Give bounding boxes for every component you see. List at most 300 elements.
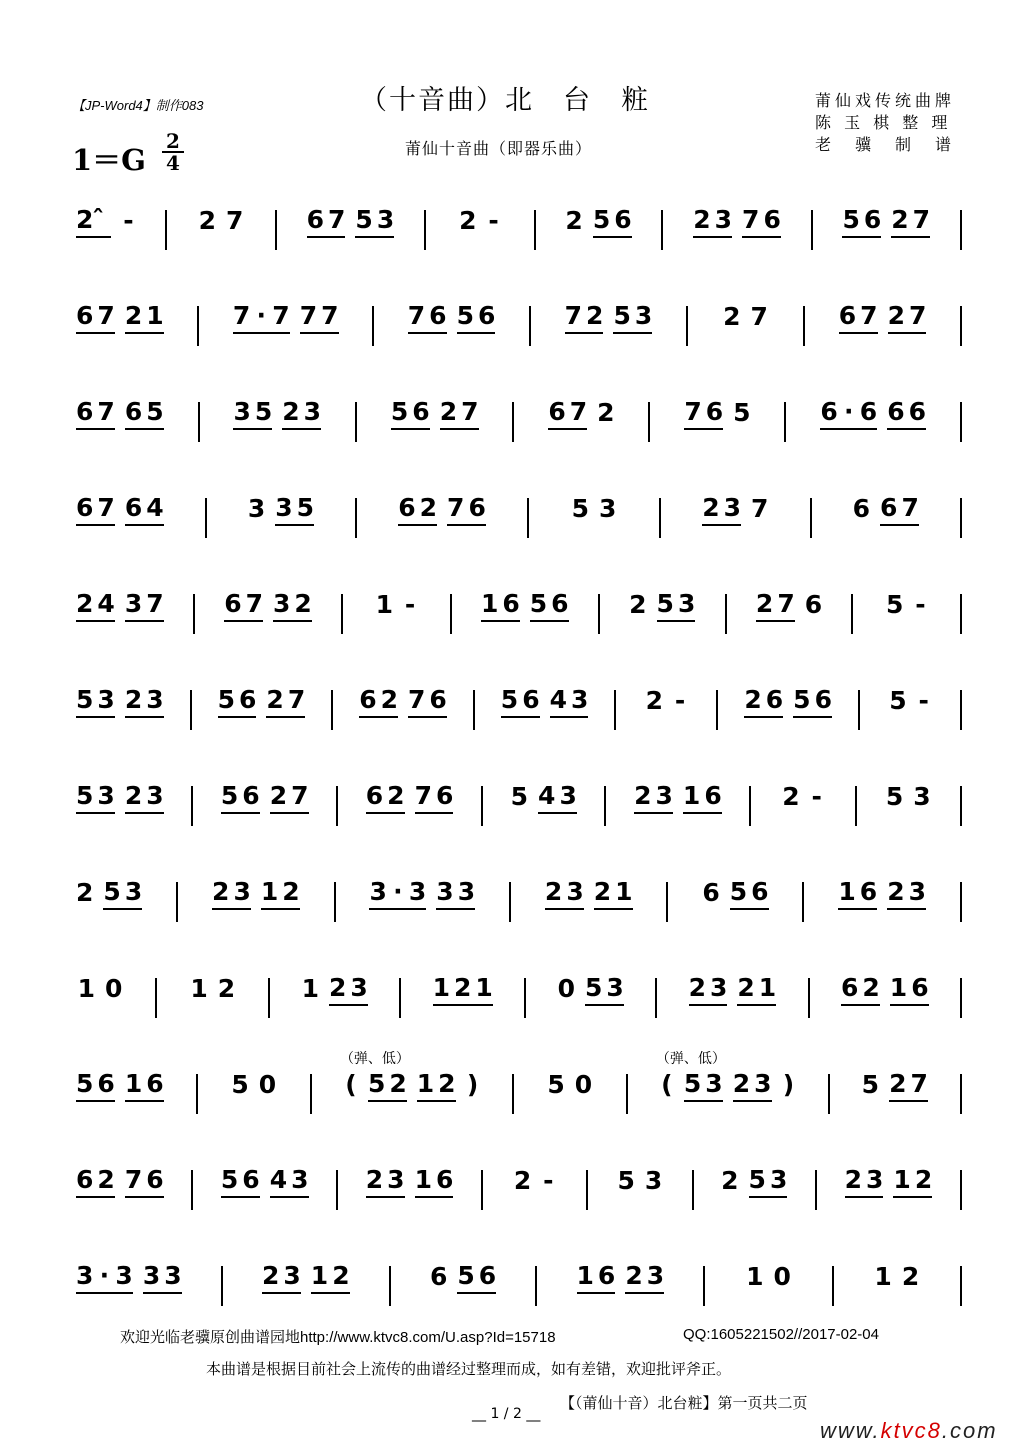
note: 7 xyxy=(742,205,760,234)
note: 6 xyxy=(859,877,878,906)
note: 5 xyxy=(146,397,164,426)
barline xyxy=(268,978,270,1018)
credit-line: 陈 玉 棋 整 理 xyxy=(815,113,952,132)
barline xyxy=(450,594,452,634)
barline xyxy=(205,498,207,538)
note: 6 xyxy=(146,1069,164,1098)
note: 6 xyxy=(814,685,832,714)
note: 1 xyxy=(615,877,633,906)
note: 5 xyxy=(220,1165,239,1194)
measure xyxy=(72,1070,168,1102)
note: 6 xyxy=(702,878,720,907)
note: 1 xyxy=(576,1261,594,1290)
note: 2 xyxy=(693,205,711,234)
note: 6 xyxy=(911,973,929,1002)
note: 3 xyxy=(350,973,368,1002)
note: - xyxy=(918,686,929,715)
note: 1 xyxy=(475,973,493,1002)
measure xyxy=(718,302,774,332)
measure xyxy=(368,590,424,620)
note: 7 xyxy=(146,589,164,618)
note: 6 xyxy=(751,877,769,906)
note: 3 xyxy=(97,781,115,810)
note: 3 xyxy=(457,877,476,906)
note: 5 xyxy=(729,877,748,906)
measure xyxy=(229,398,325,430)
measure xyxy=(72,782,168,814)
note: 2 xyxy=(97,1165,115,1194)
note: 2 xyxy=(844,1165,862,1194)
beamed-group xyxy=(683,782,722,814)
note: 2 xyxy=(737,973,755,1002)
note: 7 xyxy=(569,397,588,426)
barline xyxy=(648,402,650,442)
measure xyxy=(217,782,313,814)
note: 7 xyxy=(751,494,769,523)
beamed-group xyxy=(224,590,263,622)
note: 4 xyxy=(538,781,556,810)
note: 2 xyxy=(294,589,312,618)
note: 6 xyxy=(820,397,838,426)
beamed-group xyxy=(76,1262,133,1294)
measure xyxy=(625,590,699,622)
beamed-group xyxy=(545,878,584,910)
note: 5 xyxy=(254,397,273,426)
note: 7 xyxy=(564,301,583,330)
system-measures xyxy=(72,1262,962,1306)
note: 3 xyxy=(275,493,293,522)
beamed-group xyxy=(233,398,272,430)
beamed-group xyxy=(890,974,929,1006)
beamed-group xyxy=(221,1166,260,1198)
note: 2 xyxy=(721,1166,739,1195)
note: 1 xyxy=(146,301,164,330)
paren: ) xyxy=(782,1070,795,1099)
beamed-group xyxy=(841,974,880,1006)
barline xyxy=(851,594,853,634)
measure xyxy=(477,590,573,622)
note: 2 xyxy=(282,877,300,906)
measure xyxy=(208,878,304,910)
barline xyxy=(355,498,357,538)
measure xyxy=(507,1166,563,1196)
barline xyxy=(527,498,529,538)
beamed-group xyxy=(889,1070,928,1102)
note: 3 xyxy=(566,877,584,906)
note: 5 xyxy=(592,205,611,234)
note: 2 xyxy=(76,205,94,234)
note: - xyxy=(674,686,686,715)
note: 5 xyxy=(500,685,519,714)
note: 5 xyxy=(571,494,590,523)
barline xyxy=(331,690,333,730)
barline xyxy=(191,786,193,826)
beamed-group xyxy=(613,302,652,334)
measure xyxy=(717,1166,791,1198)
measure xyxy=(544,398,618,430)
note: 7 xyxy=(408,685,426,714)
note: 6 xyxy=(478,1261,497,1290)
beamed-group xyxy=(742,206,781,238)
measure xyxy=(561,302,657,334)
measure xyxy=(573,1262,669,1294)
note: 6 xyxy=(412,397,430,426)
note: 2 xyxy=(723,302,741,331)
system-measures xyxy=(72,302,962,346)
measure xyxy=(72,974,128,1004)
note: 6 xyxy=(852,494,871,523)
welcome-text: 欢迎光临老骥原创曲谱园地http://www.ktvc8.com/U.asp?Id=15718 xyxy=(120,1329,556,1346)
beamed-group xyxy=(76,1070,115,1102)
measure xyxy=(655,1051,800,1102)
note: 7 xyxy=(232,301,251,330)
beamed-group xyxy=(565,302,604,334)
beamed-group xyxy=(415,782,454,814)
beamed-group xyxy=(125,1166,164,1198)
barline xyxy=(524,978,526,1018)
note: 2 xyxy=(593,877,612,906)
note: 2 xyxy=(328,973,347,1002)
measure xyxy=(426,1262,500,1294)
beamed-group xyxy=(634,782,673,814)
note: 0 xyxy=(574,1070,593,1099)
system-measures xyxy=(72,686,962,730)
note: 3 xyxy=(769,1165,788,1194)
barline xyxy=(716,690,718,730)
beamed-group xyxy=(730,878,769,910)
measure xyxy=(365,878,479,910)
beamed-group xyxy=(261,878,300,910)
beamed-group xyxy=(887,398,926,430)
note: 5 xyxy=(656,589,674,618)
paren: ( xyxy=(345,1070,357,1099)
measure xyxy=(220,590,316,622)
note: 6 xyxy=(306,205,324,234)
key-signature: 1＝G xyxy=(72,143,146,177)
note: 5 xyxy=(584,973,603,1002)
beamed-group xyxy=(221,782,260,814)
measure xyxy=(638,686,694,716)
measure xyxy=(841,1166,937,1198)
note: 3 xyxy=(723,493,742,522)
note: 2 xyxy=(688,973,706,1002)
measure xyxy=(880,782,936,812)
note: 2 xyxy=(513,1166,532,1195)
measure xyxy=(849,494,923,526)
note: 3 xyxy=(677,589,696,618)
beamed-group xyxy=(689,974,728,1006)
note: 6 xyxy=(522,685,540,714)
system-row xyxy=(72,390,962,486)
note: 3 xyxy=(571,685,589,714)
beamed-group xyxy=(355,206,394,238)
note: 3 xyxy=(283,1261,301,1290)
beamed-group xyxy=(369,878,426,910)
measure xyxy=(698,494,772,526)
beamed-group xyxy=(625,1262,664,1294)
note xyxy=(97,206,111,234)
barline xyxy=(473,690,475,730)
note: 1 xyxy=(682,781,701,810)
measure xyxy=(561,206,635,238)
note: 6 xyxy=(359,685,377,714)
note: 5 xyxy=(885,590,904,619)
measure xyxy=(72,398,168,430)
measure xyxy=(689,206,785,238)
note: 7 xyxy=(291,781,309,810)
measure xyxy=(185,974,241,1004)
note: 2 xyxy=(744,685,762,714)
beamed-group xyxy=(888,302,927,334)
barline xyxy=(193,594,195,634)
measure xyxy=(835,302,931,334)
note: 5 xyxy=(861,1070,880,1099)
measure xyxy=(834,878,930,910)
note: 6 xyxy=(365,781,384,810)
page-subtitle: 莆仙十音曲（即器乐曲） xyxy=(405,139,593,158)
note: 6 xyxy=(76,1165,94,1194)
system-row xyxy=(72,486,962,582)
barline xyxy=(666,882,668,922)
beamed-group xyxy=(733,1070,772,1102)
barline xyxy=(626,1074,628,1114)
beamed-group xyxy=(76,302,115,334)
note: 3 xyxy=(646,1261,665,1290)
note: 6 xyxy=(124,493,143,522)
note: 5 xyxy=(889,686,907,715)
note: 7 xyxy=(124,1165,143,1194)
beamed-group xyxy=(76,686,115,718)
system-row xyxy=(72,294,962,390)
beamed-group xyxy=(845,1166,884,1198)
note: 1 xyxy=(889,973,908,1002)
note: 2 xyxy=(380,685,398,714)
time-top: 2 xyxy=(166,129,180,153)
note: 2 xyxy=(914,1165,933,1194)
note: 6 xyxy=(76,397,94,426)
note: 5 xyxy=(529,589,548,618)
note: 5 xyxy=(217,685,235,714)
barline xyxy=(509,882,511,922)
measure xyxy=(497,686,593,718)
beamed-group xyxy=(270,782,309,814)
barline xyxy=(832,1266,834,1306)
note: 6 xyxy=(705,397,724,426)
note: 6 xyxy=(704,781,722,810)
barline xyxy=(481,786,483,826)
note: 1 xyxy=(758,973,777,1002)
beamed-group xyxy=(880,494,919,526)
beamed-group xyxy=(76,206,111,238)
beamed-group xyxy=(275,494,314,526)
beamed-group xyxy=(125,398,164,430)
beamed-group xyxy=(839,302,878,334)
system-measures xyxy=(72,1166,962,1210)
barline xyxy=(960,882,962,922)
beamed-group xyxy=(76,590,115,622)
measure xyxy=(612,1166,668,1196)
beamed-group xyxy=(585,974,624,1006)
beamed-group xyxy=(820,398,877,430)
system-row xyxy=(72,870,962,966)
note: 7 xyxy=(97,397,115,426)
beamed-group xyxy=(125,302,164,334)
note: 6 xyxy=(224,589,242,618)
barline xyxy=(803,306,805,346)
note: 2 xyxy=(124,781,143,810)
measure xyxy=(72,878,146,910)
note: 6 xyxy=(548,397,566,426)
measure xyxy=(869,1262,925,1292)
beamed-group xyxy=(282,398,321,430)
pluck-low-annotation: （弹、低） xyxy=(655,1051,726,1067)
system-measures xyxy=(72,590,962,634)
note: 5 xyxy=(842,205,860,234)
barline xyxy=(960,402,962,442)
barline xyxy=(310,1074,312,1114)
note: 3 xyxy=(76,1261,94,1290)
note: 5 xyxy=(76,1069,94,1098)
note: 2 xyxy=(266,685,284,714)
measure xyxy=(387,398,483,430)
barline xyxy=(802,882,804,922)
note: 1 xyxy=(301,974,319,1003)
barline xyxy=(198,402,200,442)
credit-line: 老 骥 制 谱 xyxy=(815,135,956,154)
beamed-group xyxy=(501,686,540,718)
note: 3 xyxy=(866,1165,884,1194)
beamed-group xyxy=(273,590,312,622)
system-measures xyxy=(72,206,962,250)
barline xyxy=(424,210,426,250)
beamed-group xyxy=(125,1070,164,1102)
barline xyxy=(960,306,962,346)
note: 6 xyxy=(859,397,878,426)
beamed-group xyxy=(593,206,632,238)
note: 2 xyxy=(365,1165,384,1194)
note: 7 xyxy=(272,301,290,330)
note: 2 xyxy=(544,877,563,906)
note: 7 xyxy=(321,301,339,330)
barline xyxy=(815,1170,817,1210)
beamed-group xyxy=(270,1166,309,1198)
note: 2 xyxy=(389,1069,407,1098)
note: - xyxy=(543,1166,554,1195)
note: 2 xyxy=(629,590,647,619)
beamed-group xyxy=(538,782,577,814)
note: 6 xyxy=(76,493,94,522)
system-row xyxy=(72,966,962,1062)
measure xyxy=(229,302,343,334)
note: 6 xyxy=(597,1261,616,1290)
barline xyxy=(808,978,810,1018)
note: 6 xyxy=(468,493,486,522)
note: 7 xyxy=(777,589,795,618)
note: 5 xyxy=(510,782,529,811)
barline xyxy=(196,1074,198,1114)
note: 1 xyxy=(432,973,450,1002)
note: 7 xyxy=(414,781,432,810)
note: - xyxy=(123,206,134,235)
beamed-group xyxy=(756,590,795,622)
maker-credit: 【JP-Word4】制作083 xyxy=(72,98,204,113)
measure xyxy=(72,1166,168,1198)
barline xyxy=(692,1170,694,1210)
beamed-group xyxy=(530,590,569,622)
page-number: __ 1 / 2 __ xyxy=(472,1406,541,1422)
barline xyxy=(534,210,536,250)
barline xyxy=(960,594,962,634)
barline xyxy=(855,786,857,826)
jianpu-score xyxy=(72,198,962,1350)
barline xyxy=(341,594,343,634)
note: 6 xyxy=(435,781,454,810)
note: · xyxy=(256,301,267,330)
note: 6 xyxy=(502,589,520,618)
measure xyxy=(740,686,836,718)
system-measures xyxy=(72,974,962,1018)
note: 6 xyxy=(614,205,632,234)
note: 3 xyxy=(303,397,322,426)
note: 5 xyxy=(355,205,373,234)
note: 3 xyxy=(655,781,673,810)
note: 5 xyxy=(390,397,409,426)
beamed-group xyxy=(329,974,368,1006)
note: 2 xyxy=(124,301,143,330)
measure xyxy=(298,974,372,1006)
note: 5 xyxy=(456,301,474,330)
note: - xyxy=(488,206,499,235)
note: 3 xyxy=(369,877,387,906)
note: 3 xyxy=(273,589,291,618)
note: 2 xyxy=(76,589,94,618)
note: 1 xyxy=(310,1261,329,1290)
note: 2 xyxy=(889,1069,907,1098)
note: 7 xyxy=(684,397,702,426)
beamed-group xyxy=(684,398,723,430)
system-row xyxy=(72,198,962,294)
beamed-group xyxy=(125,590,164,622)
barline xyxy=(598,594,600,634)
beamed-group xyxy=(417,1070,456,1102)
barline xyxy=(960,690,962,730)
note: 7 xyxy=(97,493,115,522)
beamed-group xyxy=(233,302,290,334)
note: 3 xyxy=(599,494,617,523)
beamed-group xyxy=(457,302,496,334)
measure xyxy=(244,494,318,526)
barline xyxy=(811,210,813,250)
note: 6 xyxy=(398,493,416,522)
beamed-group xyxy=(262,1262,301,1294)
note: 6 xyxy=(429,1262,448,1291)
beamed-group xyxy=(702,494,741,526)
site-watermark xyxy=(820,1418,998,1444)
beamed-group xyxy=(76,398,115,430)
note: 1 xyxy=(838,877,856,906)
measure xyxy=(858,1070,932,1102)
note: 2 xyxy=(887,877,905,906)
note: 7 xyxy=(908,301,927,330)
pluck-low-annotation: （弹、低） xyxy=(339,1051,410,1067)
beamed-group xyxy=(842,206,881,238)
note: 6 xyxy=(239,685,257,714)
barline xyxy=(960,1074,962,1114)
note: 0 xyxy=(258,1070,277,1099)
note: 5 xyxy=(76,685,94,714)
note: 5 xyxy=(457,1261,475,1290)
note: 1 xyxy=(746,1262,764,1291)
